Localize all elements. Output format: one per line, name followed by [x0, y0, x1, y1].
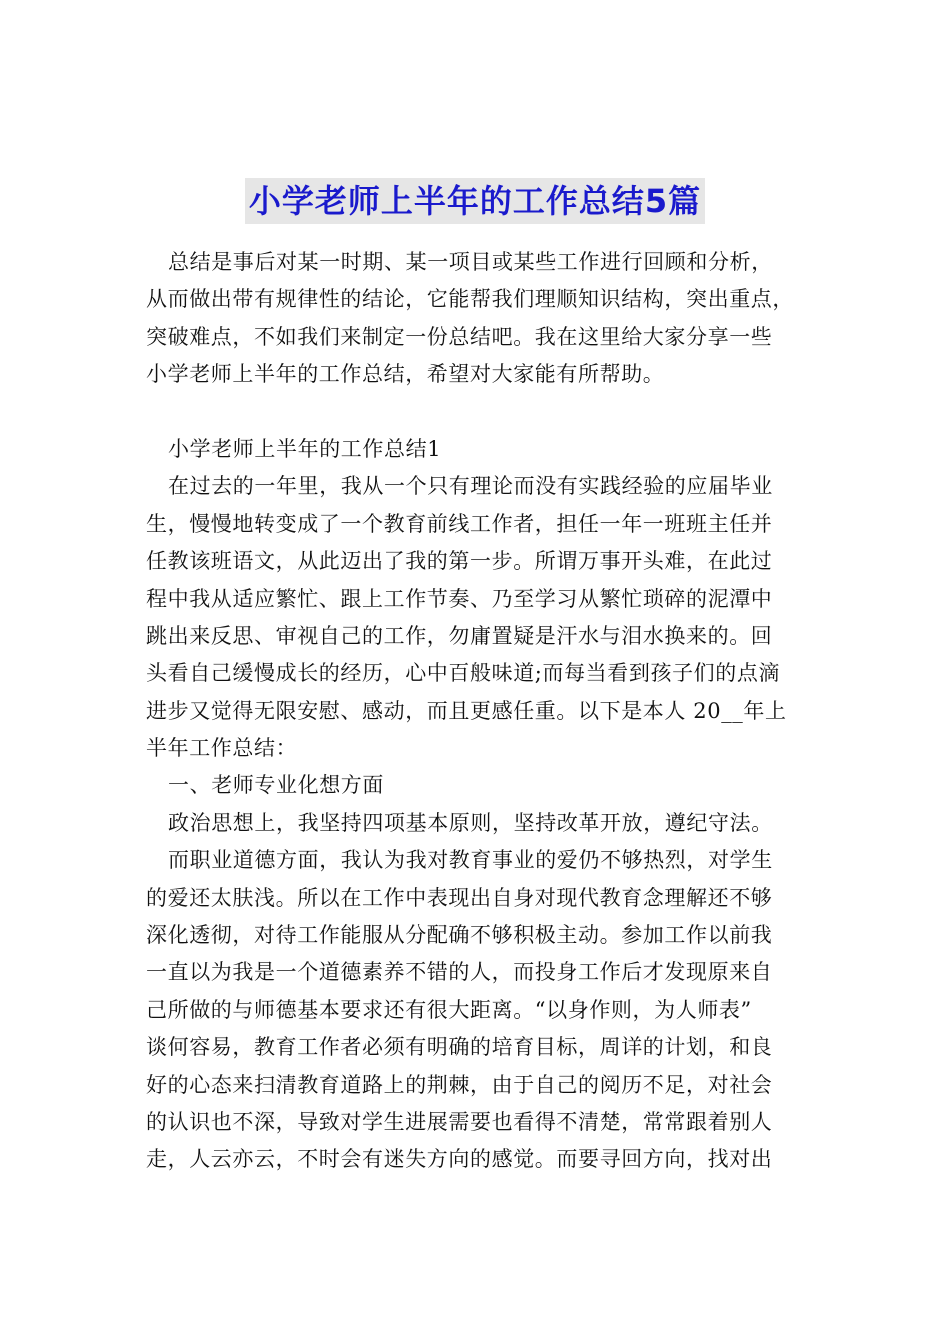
text-line: 的认识也不深，导致对学生进展需要也看得不清楚，常常跟着别人 [146, 1109, 773, 1134]
document-title: 小学老师上半年的工作总结5篇 [245, 178, 705, 224]
text-line: 突破难点，不如我们来制定一份总结吧。我在这里给大家分享一些 [146, 324, 773, 349]
text-line: 生，慢慢地转变成了一个教育前线工作者，担任一年一班班主任并 [146, 511, 773, 536]
text-line: 程中我从适应繁忙、跟上工作节奏、乃至学习从繁忙琐碎的泥潭中 [146, 586, 773, 611]
text-line: 跳出来反思、审视自己的工作，勿庸置疑是汗水与泪水换来的。回 [146, 623, 773, 648]
text-line: 一直以为我是一个道德素养不错的人，而投身工作后才发现原来自 [146, 960, 773, 985]
text-line: 从而做出带有规律性的结论，它能帮我们理顺知识结构，突出重点， [146, 287, 794, 312]
text-line: 半年工作总结： [146, 736, 298, 761]
paragraph-3 [146, 842, 806, 1179]
document-body [146, 244, 806, 1179]
text-line: 深化透彻，对待工作能服从分配确不够积极主动。参加工作以前我 [146, 923, 773, 948]
text-line: 好的心态来扫清教育道路上的荆棘，由于自己的阅历不足，对社会 [146, 1072, 773, 1097]
text-line: 进步又觉得无限安慰、感动，而且更感任重。以下是本人 20__年上 [146, 698, 787, 723]
text-line: 总结是事后对某一时期、某一项目或某些工作进行回顾和分析， [168, 250, 773, 274]
text-line: 在过去的一年里，我从一个只有理论而没有实践经验的应届毕业 [168, 474, 773, 499]
text-line: 小学老师上半年的工作总结，希望对大家能有所帮助。 [146, 362, 665, 387]
text-line: 任教该班语文，从此迈出了我的第一步。所谓万事开头难，在此过 [146, 549, 773, 574]
paragraph-1 [146, 468, 806, 767]
title-container [0, 178, 950, 224]
text-line: 的爱还太肤浅。所以在工作中表现出自身对现代教育念理解还不够 [146, 885, 773, 910]
text-line: 头看自己缓慢成长的经历，心中百般味道;而每当看到孩子们的点滴 [146, 661, 781, 686]
text-line: 而职业道德方面，我认为我对教育事业的爱仍不够热烈，对学生 [168, 848, 773, 873]
subheading-1: 一、老师专业化想方面 [168, 773, 384, 798]
text-line: 政治思想上，我坚持四项基本原则，坚持改革开放，遵纪守法。 [168, 810, 773, 835]
paragraph-2 [146, 805, 806, 842]
intro-paragraph [146, 244, 806, 394]
paragraph-gap [146, 394, 806, 431]
text-line: 己所做的与师德基本要求还有很大距离。“以身作则，为人师表” [146, 997, 752, 1022]
section-heading: 小学老师上半年的工作总结1 [168, 436, 442, 461]
text-line: 谈何容易，教育工作者必须有明确的培育目标，周详的计划，和良 [146, 1035, 773, 1060]
text-line: 走，人云亦云，不时会有迷失方向的感觉。而要寻回方向，找对出 [146, 1147, 773, 1172]
